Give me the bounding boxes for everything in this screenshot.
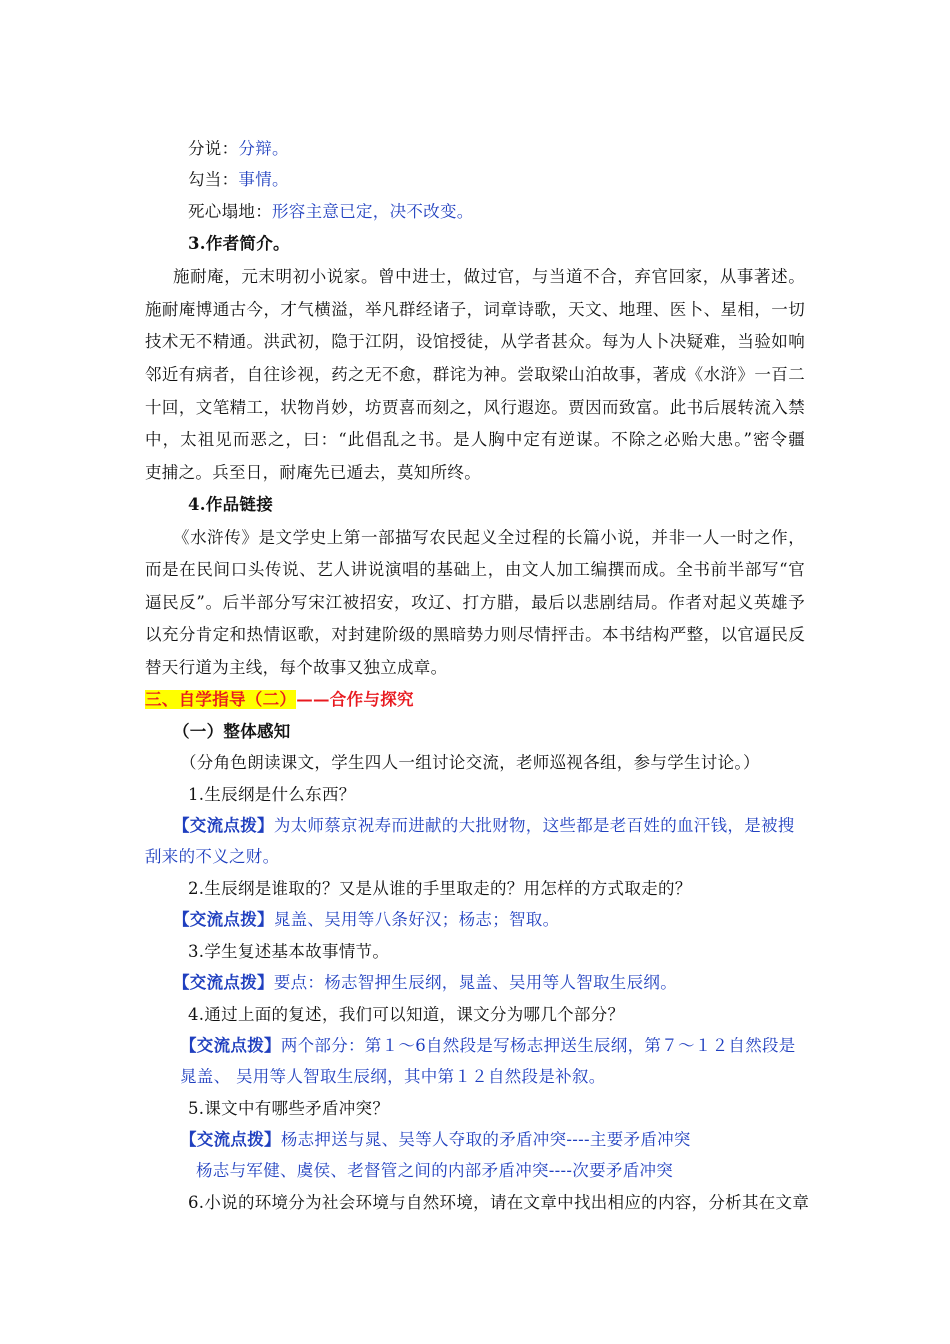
answer (180, 1035, 796, 1057)
answer-tag: 【交流点拨】 (180, 1036, 281, 1055)
paragraph-line: 《水浒传》是文学史上第一部描写农民起义全过程的长篇小说，并非一人一时之作， (173, 528, 805, 547)
section-heading: 4.作品链接 (188, 495, 274, 514)
paragraph-line: 施耐庵博通古今，才气横溢，举凡群经诸子，词章诗歌，天文、地理、医卜、星相，一切 (145, 300, 805, 319)
vocab-item (188, 169, 289, 191)
paragraph-line: 中，太祖见而恶之，曰：“此倡乱之书。是人胸中定有逆谋。不除之必贻大患。”密令疆 (145, 430, 805, 449)
question: 6.小说的环境分为社会环境与自然环境，请在文章中找出相应的内容，分析其在文章 (188, 1193, 810, 1212)
answer-text: 晁盖、吴用等八条好汉；杨志；智取。 (273, 910, 560, 929)
question: 1.生辰纲是什么东西？ (188, 785, 356, 804)
answer (173, 815, 795, 837)
answer-text: 要点：杨志智押生辰纲，晁盖、吴用等人智取生辰纲。 (273, 973, 678, 992)
vocab-term: 分说： (188, 139, 239, 158)
paragraph-line: 十回，文笔精工，状物肖妙，坊贾喜而刻之，风行遐迩。贾因而致富。此书后展转流入禁 (145, 398, 805, 417)
paragraph-line: 以充分肯定和热情讴歌，对封建阶级的黑暗势力则尽情抨击。本书结构严整，以官逼民反 (145, 625, 805, 644)
answer-text: 为太师蔡京祝寿而进献的大批财物，这些都是老百姓的血汗钱，是被搜 (273, 816, 795, 835)
paragraph-line: 技术无不精通。洪武初，隐于江阴，设馆授徒，从学者甚众。每为人卜决疑难，当验如响 (145, 332, 805, 351)
answer (180, 1129, 691, 1151)
section-heading: 3.作者简介。 (188, 234, 290, 253)
vocab-definition: 分辩。 (238, 139, 289, 158)
answer (173, 909, 559, 931)
question: 4.通过上面的复述，我们可以知道，课文分为哪几个部分？ (188, 1005, 625, 1024)
vocab-item (188, 138, 289, 160)
subsection-heading: （一）整体感知 (173, 722, 291, 741)
part-heading-highlight: 三、自学指导（二） (145, 690, 297, 709)
answer-text: 杨志与军健、虞侯、老督管之间的内部矛盾冲突----次要矛盾冲突 (196, 1161, 674, 1180)
answer-tag: 【交流点拨】 (173, 910, 274, 929)
paragraph-line: 施耐庵，元末明初小说家。曾中进士，做过官，与当道不合，弃官回家，从事著述。 (173, 267, 805, 286)
vocab-term: 死心塌地： (188, 202, 272, 221)
answer-text: 刮来的不义之财。 (145, 847, 280, 866)
answer-text: 两个部分：第１～6自然段是写杨志押送生辰纲，第７～１２自然段是 (280, 1036, 796, 1055)
part-heading-rest: ——合作与探究 (296, 690, 414, 709)
paragraph-line: 邻近有病者，自往诊视，药之无不愈，群诧为神。尝取梁山泊故事，著成《水浒》一百二 (145, 365, 805, 384)
vocab-definition: 形容主意已定，决不改变。 (272, 202, 474, 221)
paragraph-line: 逼民反”。后半部分写宋江被招安，攻辽、打方腊，最后以悲剧结局。作者对起义英雄予 (145, 593, 805, 612)
question: 2.生辰纲是谁取的？又是从谁的手里取走的？用怎样的方式取走的？ (188, 879, 692, 898)
vocab-term: 勾当： (188, 170, 239, 189)
answer-tag: 【交流点拨】 (180, 1130, 281, 1149)
vocab-definition: 事情。 (238, 170, 289, 189)
answer (173, 972, 677, 994)
answer-text: 杨志押送与晁、吴等人夺取的矛盾冲突----主要矛盾冲突 (280, 1130, 691, 1149)
answer-text: 晁盖、 吴用等人智取生辰纲，其中第１２自然段是补叙。 (180, 1067, 606, 1086)
question: 5.课文中有哪些矛盾冲突？ (188, 1099, 390, 1118)
answer-tag: 【交流点拨】 (173, 973, 274, 992)
question: 3.学生复述基本故事情节。 (188, 942, 390, 961)
paragraph-line: 替天行道为主线，每个故事又独立成章。 (145, 658, 448, 677)
instruction-text: （分角色朗读课文，学生四人一组讨论交流，老师巡视各组，参与学生讨论。） (180, 753, 760, 772)
paragraph-line: 而是在民间口头传说、艺人讲说演唱的基础上，由文人加工编撰而成。全书前半部写“官 (145, 560, 805, 579)
vocab-item (188, 201, 474, 223)
part-heading (145, 689, 414, 711)
answer-tag: 【交流点拨】 (173, 816, 274, 835)
paragraph-line: 吏捕之。兵至日，耐庵先已遁去，莫知所终。 (145, 463, 481, 482)
